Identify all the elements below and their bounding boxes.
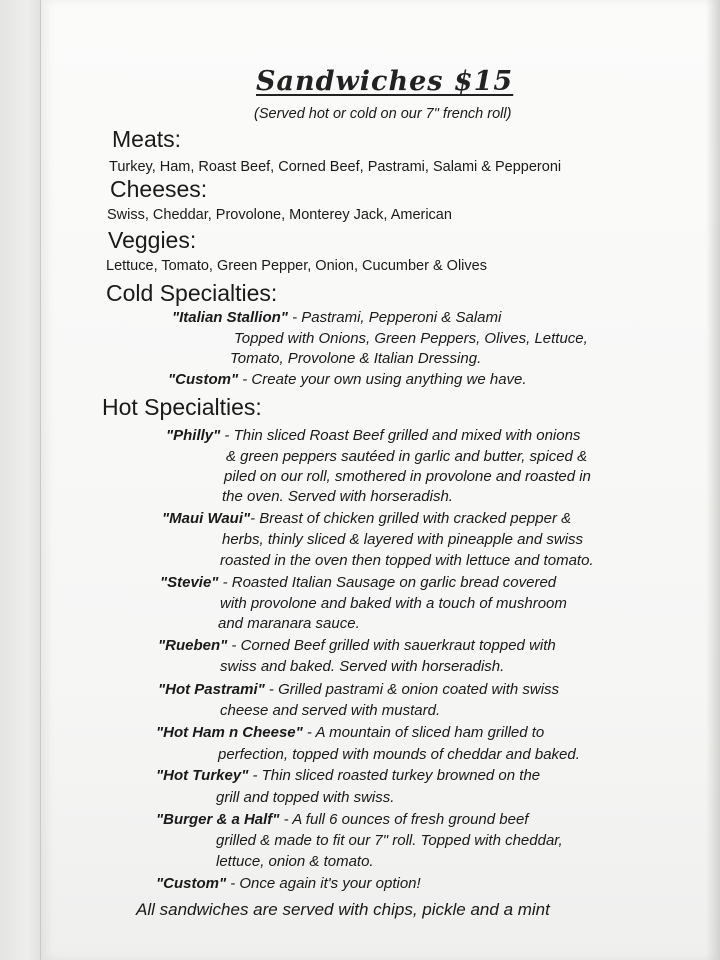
hot-item-custom — [156, 875, 421, 892]
item-desc: - Pastrami, Pepperoni & Salami — [287, 309, 502, 326]
item-desc-line: lettuce, onion & tomato. — [216, 853, 374, 870]
hot-item-hot-pastrami — [158, 681, 559, 698]
meats-heading: Meats: — [112, 126, 182, 152]
item-desc-line: cheese and served with mustard. — [220, 702, 441, 719]
item-name: "Italian Stallion" — [172, 309, 288, 326]
item-name: "Burger & a Half" — [156, 811, 280, 828]
item-desc: - Corned Beef grilled with sauerkraut topped with — [227, 637, 556, 654]
item-desc-line: roasted in the oven then topped with lettuce and tomato. — [220, 552, 594, 569]
menu-subtitle: (Served hot or cold on our 7" french roll) — [254, 106, 512, 122]
item-desc-line: swiss and baked. Served with horseradish. — [220, 658, 505, 675]
item-desc-line: perfection, topped with mounds of cheddar and baked. — [218, 746, 580, 763]
item-name: "Maui Waui" — [162, 510, 251, 527]
item-name: "Stevie" — [160, 574, 219, 591]
item-desc: - A mountain of sliced ham grilled to — [302, 724, 545, 741]
item-desc-line: with provolone and baked with a touch of mushroom — [220, 595, 567, 612]
item-desc: - Create your own using anything we have. — [238, 371, 527, 388]
item-name: "Custom" — [156, 875, 227, 892]
cold-specialties-heading: Cold Specialties: — [106, 280, 278, 306]
item-desc-line: grill and topped with swiss. — [216, 789, 395, 806]
menu-footer-note: All sandwiches are served with chips, pickle and a mint — [136, 900, 550, 919]
hot-item-rueben — [158, 637, 556, 654]
item-desc-line: & green peppers sautéed in garlic and butter, spiced & — [226, 448, 588, 465]
hot-item-maui-waui — [162, 510, 571, 527]
meats-list: Turkey, Ham, Roast Beef, Corned Beef, Pastrami, Salami & Pepperoni — [109, 159, 562, 175]
veggies-list: Lettuce, Tomato, Green Pepper, Onion, Cucumber & Olives — [106, 258, 487, 274]
item-desc: - Grilled pastrami & onion coated with swiss — [264, 681, 560, 698]
cold-item-italian-stallion — [172, 309, 501, 326]
item-desc: - Breast of chicken grilled with cracked pepper & — [250, 510, 572, 527]
hot-item-stevie — [160, 574, 556, 591]
veggies-heading: Veggies: — [108, 227, 197, 253]
item-desc: - A full 6 ounces of fresh ground beef — [279, 811, 529, 828]
cold-item-custom — [168, 371, 527, 388]
menu-title: Sandwiches $15 — [256, 66, 514, 97]
item-name: "Philly" — [166, 427, 221, 444]
page-shadow — [706, 0, 720, 960]
hot-item-hot-turkey — [156, 767, 540, 784]
cheeses-heading: Cheeses: — [110, 176, 208, 202]
item-name: "Hot Pastrami" — [158, 681, 265, 698]
item-desc-line: grilled & made to fit our 7" roll. Topped with cheddar, — [216, 832, 563, 849]
item-desc-line: Topped with Onions, Green Peppers, Olives, Lettuce, — [234, 330, 588, 347]
item-desc: - Thin sliced Roast Beef grilled and mixed with onions — [220, 427, 581, 444]
hot-specialties-heading: Hot Specialties: — [102, 394, 262, 420]
item-desc-line: the oven. Served with horseradish. — [222, 488, 453, 505]
item-desc-line: Tomato, Provolone & Italian Dressing. — [230, 350, 482, 367]
item-desc: - Once again it's your option! — [226, 875, 421, 892]
cheeses-list: Swiss, Cheddar, Provolone, Monterey Jack, American — [107, 207, 452, 223]
item-desc-line: piled on our roll, smothered in provolone and roasted in — [224, 468, 591, 485]
item-desc-line: herbs, thinly sliced & layered with pineapple and swiss — [222, 531, 584, 548]
item-name: "Hot Turkey" — [156, 767, 249, 784]
hot-item-hot-ham-n-cheese — [156, 724, 544, 741]
item-name: "Hot Ham n Cheese" — [156, 724, 303, 741]
hot-item-burger-and-a-half — [156, 811, 528, 828]
item-desc: - Roasted Italian Sausage on garlic bread covered — [218, 574, 557, 591]
item-name: "Rueben" — [158, 637, 228, 654]
item-name: "Custom" — [168, 371, 239, 388]
hot-item-philly — [166, 427, 580, 444]
item-desc: - Thin sliced roasted turkey browned on the — [248, 767, 541, 784]
item-desc-line: and maranara sauce. — [218, 615, 360, 632]
